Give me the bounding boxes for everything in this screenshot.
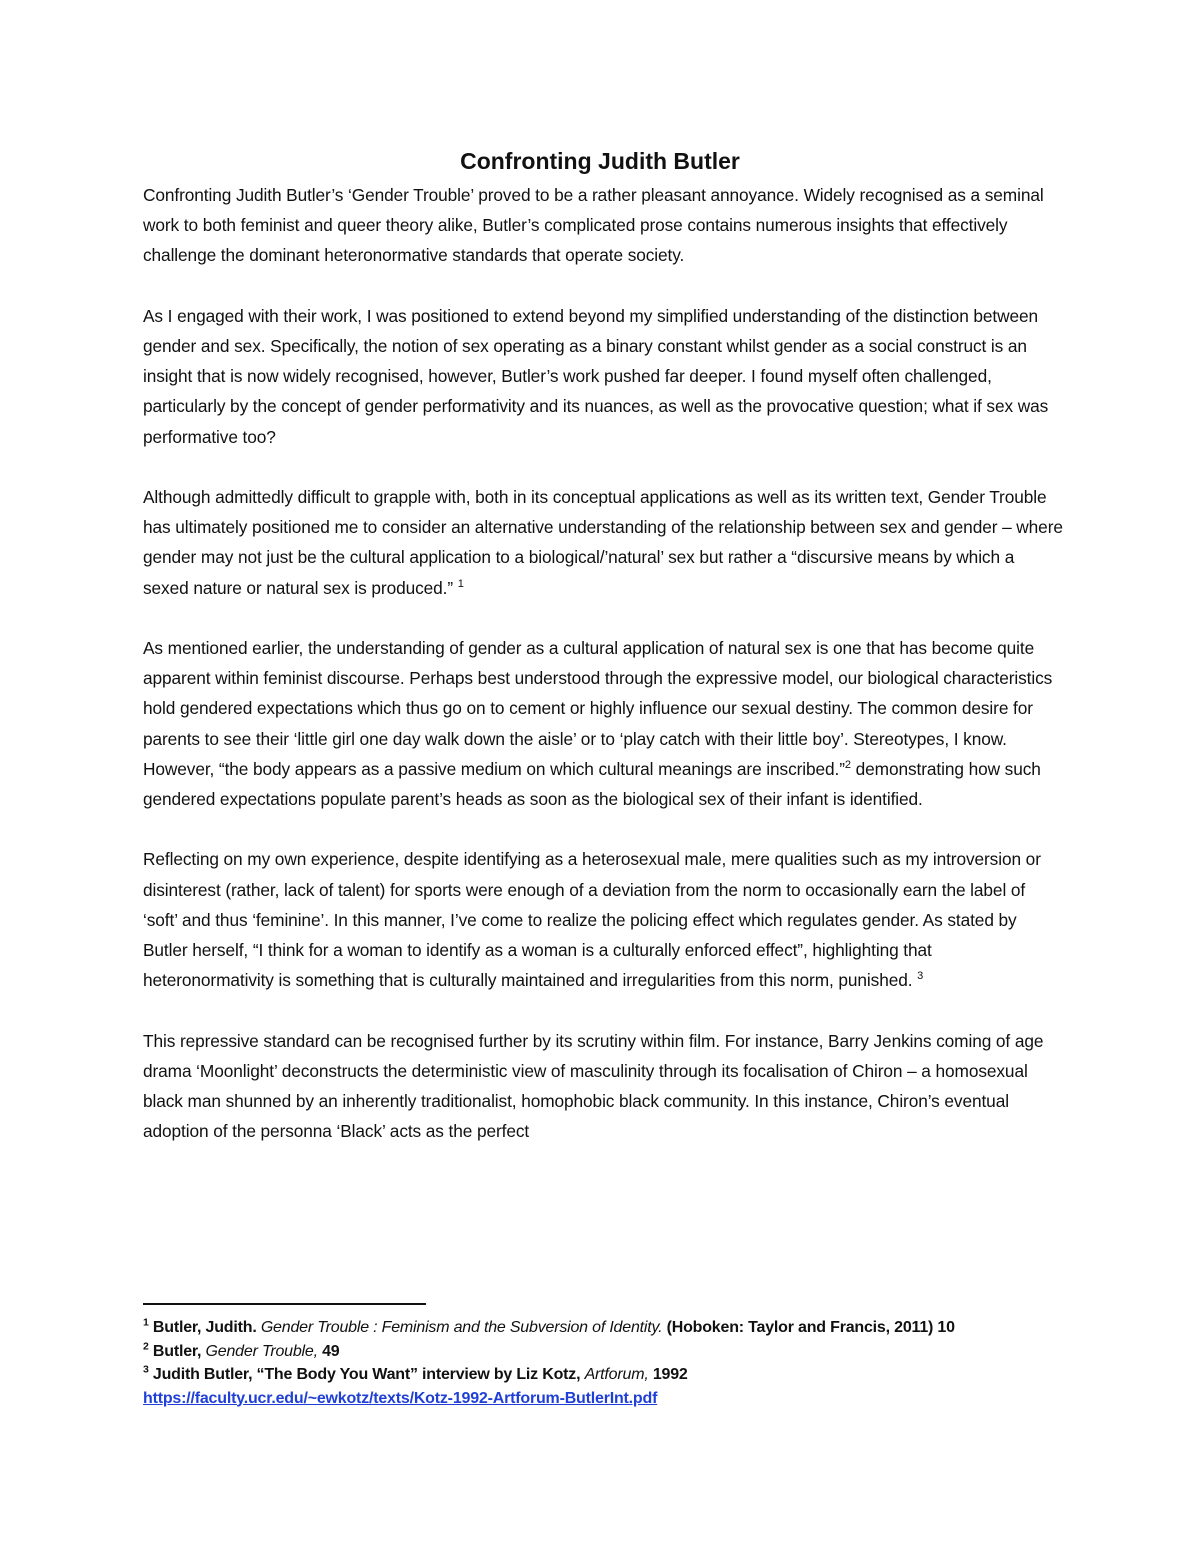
paragraph-text: Confronting Judith Butler’s ‘Gender Trouble’ proved to be a rather pleasant annoyance. Widely recognised as a seminal work to both feminist and queer theory alike, Butler’s complicated prose contains numerous insights that effectively challenge the dominant heteronormative standards that operate society. — [143, 185, 1044, 266]
footnote-number: 3 — [143, 1363, 149, 1376]
footnote-publication: Artforum, — [584, 1366, 649, 1383]
paragraph-4 — [143, 633, 1063, 814]
footnote-ref-2[interactable]: 2 — [844, 759, 851, 772]
footnote-text: Butler, Judith. — [148, 1319, 261, 1336]
document-title: Confronting Judith Butler — [460, 148, 740, 174]
paragraph-text: Although admittedly difficult to grapple with, both in its conceptual applications as well as its written text, Gender Trouble has ultimately positioned me to consider an alternative understanding of the relationship between sex and gender – where gender may not just be the cultural application to a biological/’natural’ sex but rather a “discursive means by which a sexed nature or natural sex is produced.” — [143, 487, 1063, 598]
footnote-number: 1 — [143, 1316, 149, 1329]
footnote-book-title: Gender Trouble, — [205, 1342, 318, 1360]
paragraph-3 — [143, 482, 1063, 603]
footnote-2 — [143, 1340, 1063, 1364]
footnote-3 — [143, 1363, 1063, 1387]
footnote-ref-1[interactable]: 1 — [457, 577, 464, 590]
footnote-text: 49 — [317, 1342, 340, 1360]
paragraph-text: As I engaged with their work, I was positioned to extend beyond my simplified understanding of the distinction between gender and sex. Specifically, the notion of sex operating as a binary constant whilst gender as a social construct is an insight that is now widely recognised, however, Butler’s work pushed far deeper. I found myself often challenged, particularly by the concept of gender performativity and its nuances, as well as the provocative question; what if sex was performative too? — [143, 305, 1049, 447]
paragraph-6 — [143, 1026, 1063, 1147]
paragraph-text: demonstrating how such gendered expectations populate parent’s heads as soon as the biological sex of their infant is identified. — [143, 758, 1041, 810]
footnote-3-link-line — [143, 1387, 1063, 1411]
footnote-1 — [143, 1316, 1063, 1340]
paragraph-5 — [143, 844, 1063, 995]
footnote-text: (Hoboken: Taylor and Francis, 2011) 10 — [662, 1319, 955, 1336]
paragraph-text: As mentioned earlier, the understanding of gender as a cultural application of natural sex is one that has become quite apparent within feminist discourse. Perhaps best understood through the expressive model, our biological characteristics hold gendered expectations which thus go on to cement or highly influence our sexual destiny. The common desire for parents to see their ‘little girl one day walk down the aisle’ or to ‘play catch with their little boy’. Stereotypes, I know. However, “the body appears as a passive medium on which cultural meanings are inscribed.” — [143, 638, 1053, 779]
footnote-text: Judith Butler, “The Body You Want” interview by Liz Kotz, — [148, 1366, 585, 1383]
paragraph-text: This repressive standard can be recognised further by its scrutiny within film. For instance, Barry Jenkins coming of age drama ‘Moonlight’ deconstructs the deterministic view of masculinity through its focalisation of Chiron – a homosexual black man shunned by an inherently traditionalist, homophobic black community. In this instance, Chiron’s eventual adoption of the personna ‘Black’ acts as the perfect — [143, 1030, 1044, 1142]
footnote-divider — [143, 1303, 426, 1305]
footnote-number: 2 — [143, 1340, 149, 1353]
footnote-book-title: Gender Trouble : Feminism and the Subversion of Identity. — [260, 1319, 663, 1336]
footnote-ref-3[interactable]: 3 — [917, 970, 924, 983]
footnotes — [143, 1316, 1063, 1410]
footnote-link[interactable]: https://faculty.ucr.edu/~ewkotz/texts/Kotz-1992-Artforum-ButlerInt.pdf — [143, 1389, 658, 1407]
footnote-text: 1992 — [648, 1366, 688, 1383]
footnote-text: Butler, — [148, 1342, 206, 1360]
paragraph-1 — [143, 180, 1063, 271]
document-body — [143, 180, 1063, 1177]
paragraph-2 — [143, 301, 1063, 452]
paragraph-text: Reflecting on my own experience, despite identifying as a heterosexual male, mere qualities such as my introversion or disinterest (rather, lack of talent) for sports were enough of a deviation from the norm to occasionally earn the label of ‘soft’ and thus ‘feminine’. In this manner, I’ve come to realize the policing effect which regulates gender. As stated by Butler herself, “I think for a woman to identify as a woman is a culturally enforced effect”, highlighting that heteronormativity is something that is culturally maintained and irregularities from this norm, punished. — [143, 849, 1041, 991]
